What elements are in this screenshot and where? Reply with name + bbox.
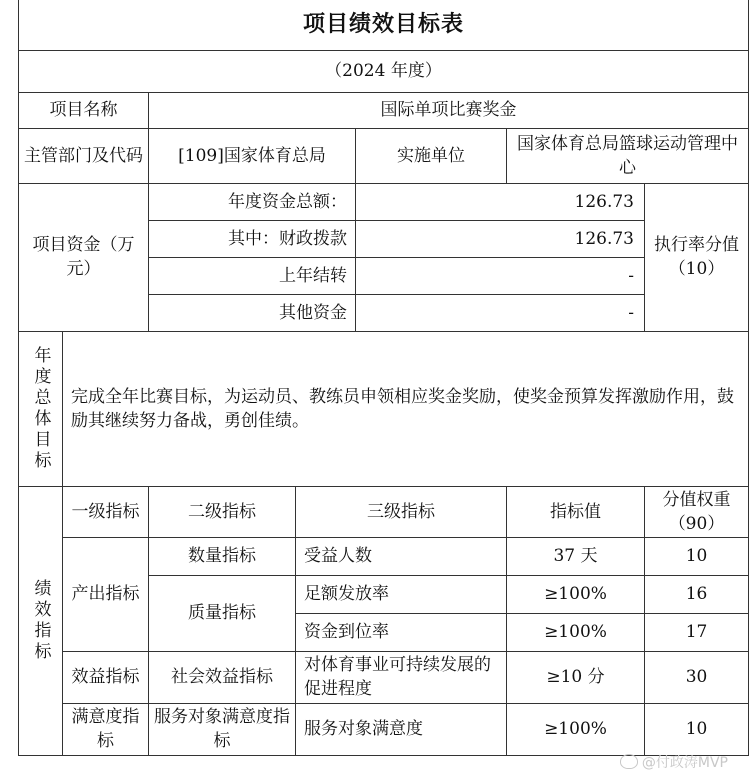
- benefit-indicator-label: 效益指标: [63, 651, 149, 703]
- satisfaction-value: ≥100%: [507, 703, 645, 755]
- exec-rate-score-label: 执行率分值（10）: [645, 183, 749, 331]
- weibo-icon: [620, 754, 638, 769]
- funds-total-label: 年度资金总额：: [149, 183, 356, 220]
- header-level3: 三级指标: [296, 486, 507, 537]
- annual-goal-label: [19, 331, 63, 486]
- year-label: （2024 年度）: [19, 50, 749, 92]
- annual-goal-text: 完成全年比赛目标，为运动员、教练员申领相应奖金奖励，使奖金预算发挥激励作用，鼓励其继续努力备战，勇创佳绩。: [63, 331, 749, 486]
- full-payment-value: ≥100%: [507, 575, 645, 613]
- quantity-indicator-label: 数量指标: [149, 537, 296, 575]
- header-level2: 二级指标: [149, 486, 296, 537]
- performance-target-table: [18, 0, 749, 756]
- sustainability-value: ≥10 分: [507, 651, 645, 703]
- table-row-funds-arrival: 资金到位率: [296, 613, 507, 651]
- table-title: 项目绩效目标表: [19, 0, 749, 50]
- kpi-side-label-text: 绩效指标: [30, 578, 51, 663]
- funds-label: 项目资金（万元）: [19, 183, 149, 331]
- header-value: 指标值: [507, 486, 645, 537]
- funds-carryover-label: 上年结转: [149, 257, 356, 294]
- annual-goal-label-text: 年度总体目标: [30, 345, 51, 472]
- table-row-satisfaction: 服务对象满意度: [296, 703, 507, 755]
- output-indicator-label: 产出指标: [63, 537, 149, 651]
- service-satisfaction-label: 服务对象满意度指标: [149, 703, 296, 755]
- funds-total-value: 126.73: [356, 183, 645, 220]
- dept-value: [109]国家体育总局: [149, 128, 356, 183]
- quality-indicator-label: 质量指标: [149, 575, 296, 651]
- header-weight: 分值权重（90）: [645, 486, 749, 537]
- table-row-beneficiaries: 受益人数: [296, 537, 507, 575]
- social-benefit-label: 社会效益指标: [149, 651, 296, 703]
- dept-label: 主管部门及代码: [19, 128, 149, 183]
- satisfaction-weight: 10: [645, 703, 749, 755]
- project-name-label: 项目名称: [19, 92, 149, 128]
- funds-fiscal-label: 其中：财政拨款: [149, 220, 356, 257]
- watermark: [620, 752, 728, 772]
- funds-arrival-value: ≥100%: [507, 613, 645, 651]
- table-row-full-payment: 足额发放率: [296, 575, 507, 613]
- project-name-value: 国际单项比赛奖金: [149, 92, 749, 128]
- funds-fiscal-value: 126.73: [356, 220, 645, 257]
- satisfaction-indicator-label: 满意度指标: [63, 703, 149, 755]
- beneficiaries-value: 37 天: [507, 537, 645, 575]
- beneficiaries-weight: 10: [645, 537, 749, 575]
- kpi-side-label: [19, 486, 63, 755]
- funds-other-label: 其他资金: [149, 294, 356, 331]
- sustainability-weight: 30: [645, 651, 749, 703]
- impl-unit-value: 国家体育总局篮球运动管理中心: [507, 128, 749, 183]
- funds-arrival-weight: 17: [645, 613, 749, 651]
- watermark-text: @付政涛MVP: [641, 755, 728, 771]
- table-row-sustainability: 对体育事业可持续发展的促进程度: [296, 651, 507, 703]
- impl-unit-label: 实施单位: [356, 128, 507, 183]
- funds-other-value: -: [356, 294, 645, 331]
- full-payment-weight: 16: [645, 575, 749, 613]
- header-level1: 一级指标: [63, 486, 149, 537]
- funds-carryover-value: -: [356, 257, 645, 294]
